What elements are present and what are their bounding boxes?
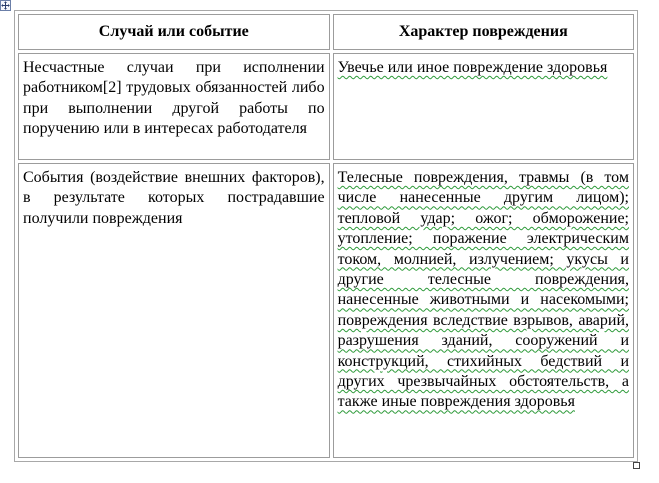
- table-header-row: [18, 14, 634, 50]
- cell-damage: [333, 163, 634, 458]
- cell-damage-text: Увечье или иное повреждение здоровья: [337, 59, 608, 76]
- cell-damage: [333, 53, 634, 160]
- table-resize-handle[interactable]: [633, 462, 640, 469]
- cell-event: Несчастные случаи при исполнении работником[2] трудовых обязанностей либо при выполнении другой работы по поручению или в интересах работодателя: [18, 53, 330, 160]
- header-cell-damage: Характер повреждения: [333, 14, 634, 50]
- cell-damage-text: Телесные повреждения, травмы (в том числе нанесенные другим лицом); тепловой удар; ожог; обморожение; утопление; поражение электрическим током, молнией, излучением; укусы и другие телесные повреждения, нанесенные животными и насекомыми; повреждения вследствие взрывов, аварий, разрушения зданий, сооружений и конструкций, стихийных бедствий и других чрезвычайных обстоятельств, а также иные повреждения здоровья: [337, 169, 629, 411]
- table-row: [18, 163, 634, 458]
- document-table: [14, 10, 638, 462]
- table-move-handle-icon[interactable]: [0, 0, 11, 11]
- header-cell-event: Случай или событие: [18, 14, 330, 50]
- table-row: [18, 53, 634, 160]
- cell-event: События (воздействие внешних факторов), в результате которых пострадавшие получили повреждения: [18, 163, 330, 458]
